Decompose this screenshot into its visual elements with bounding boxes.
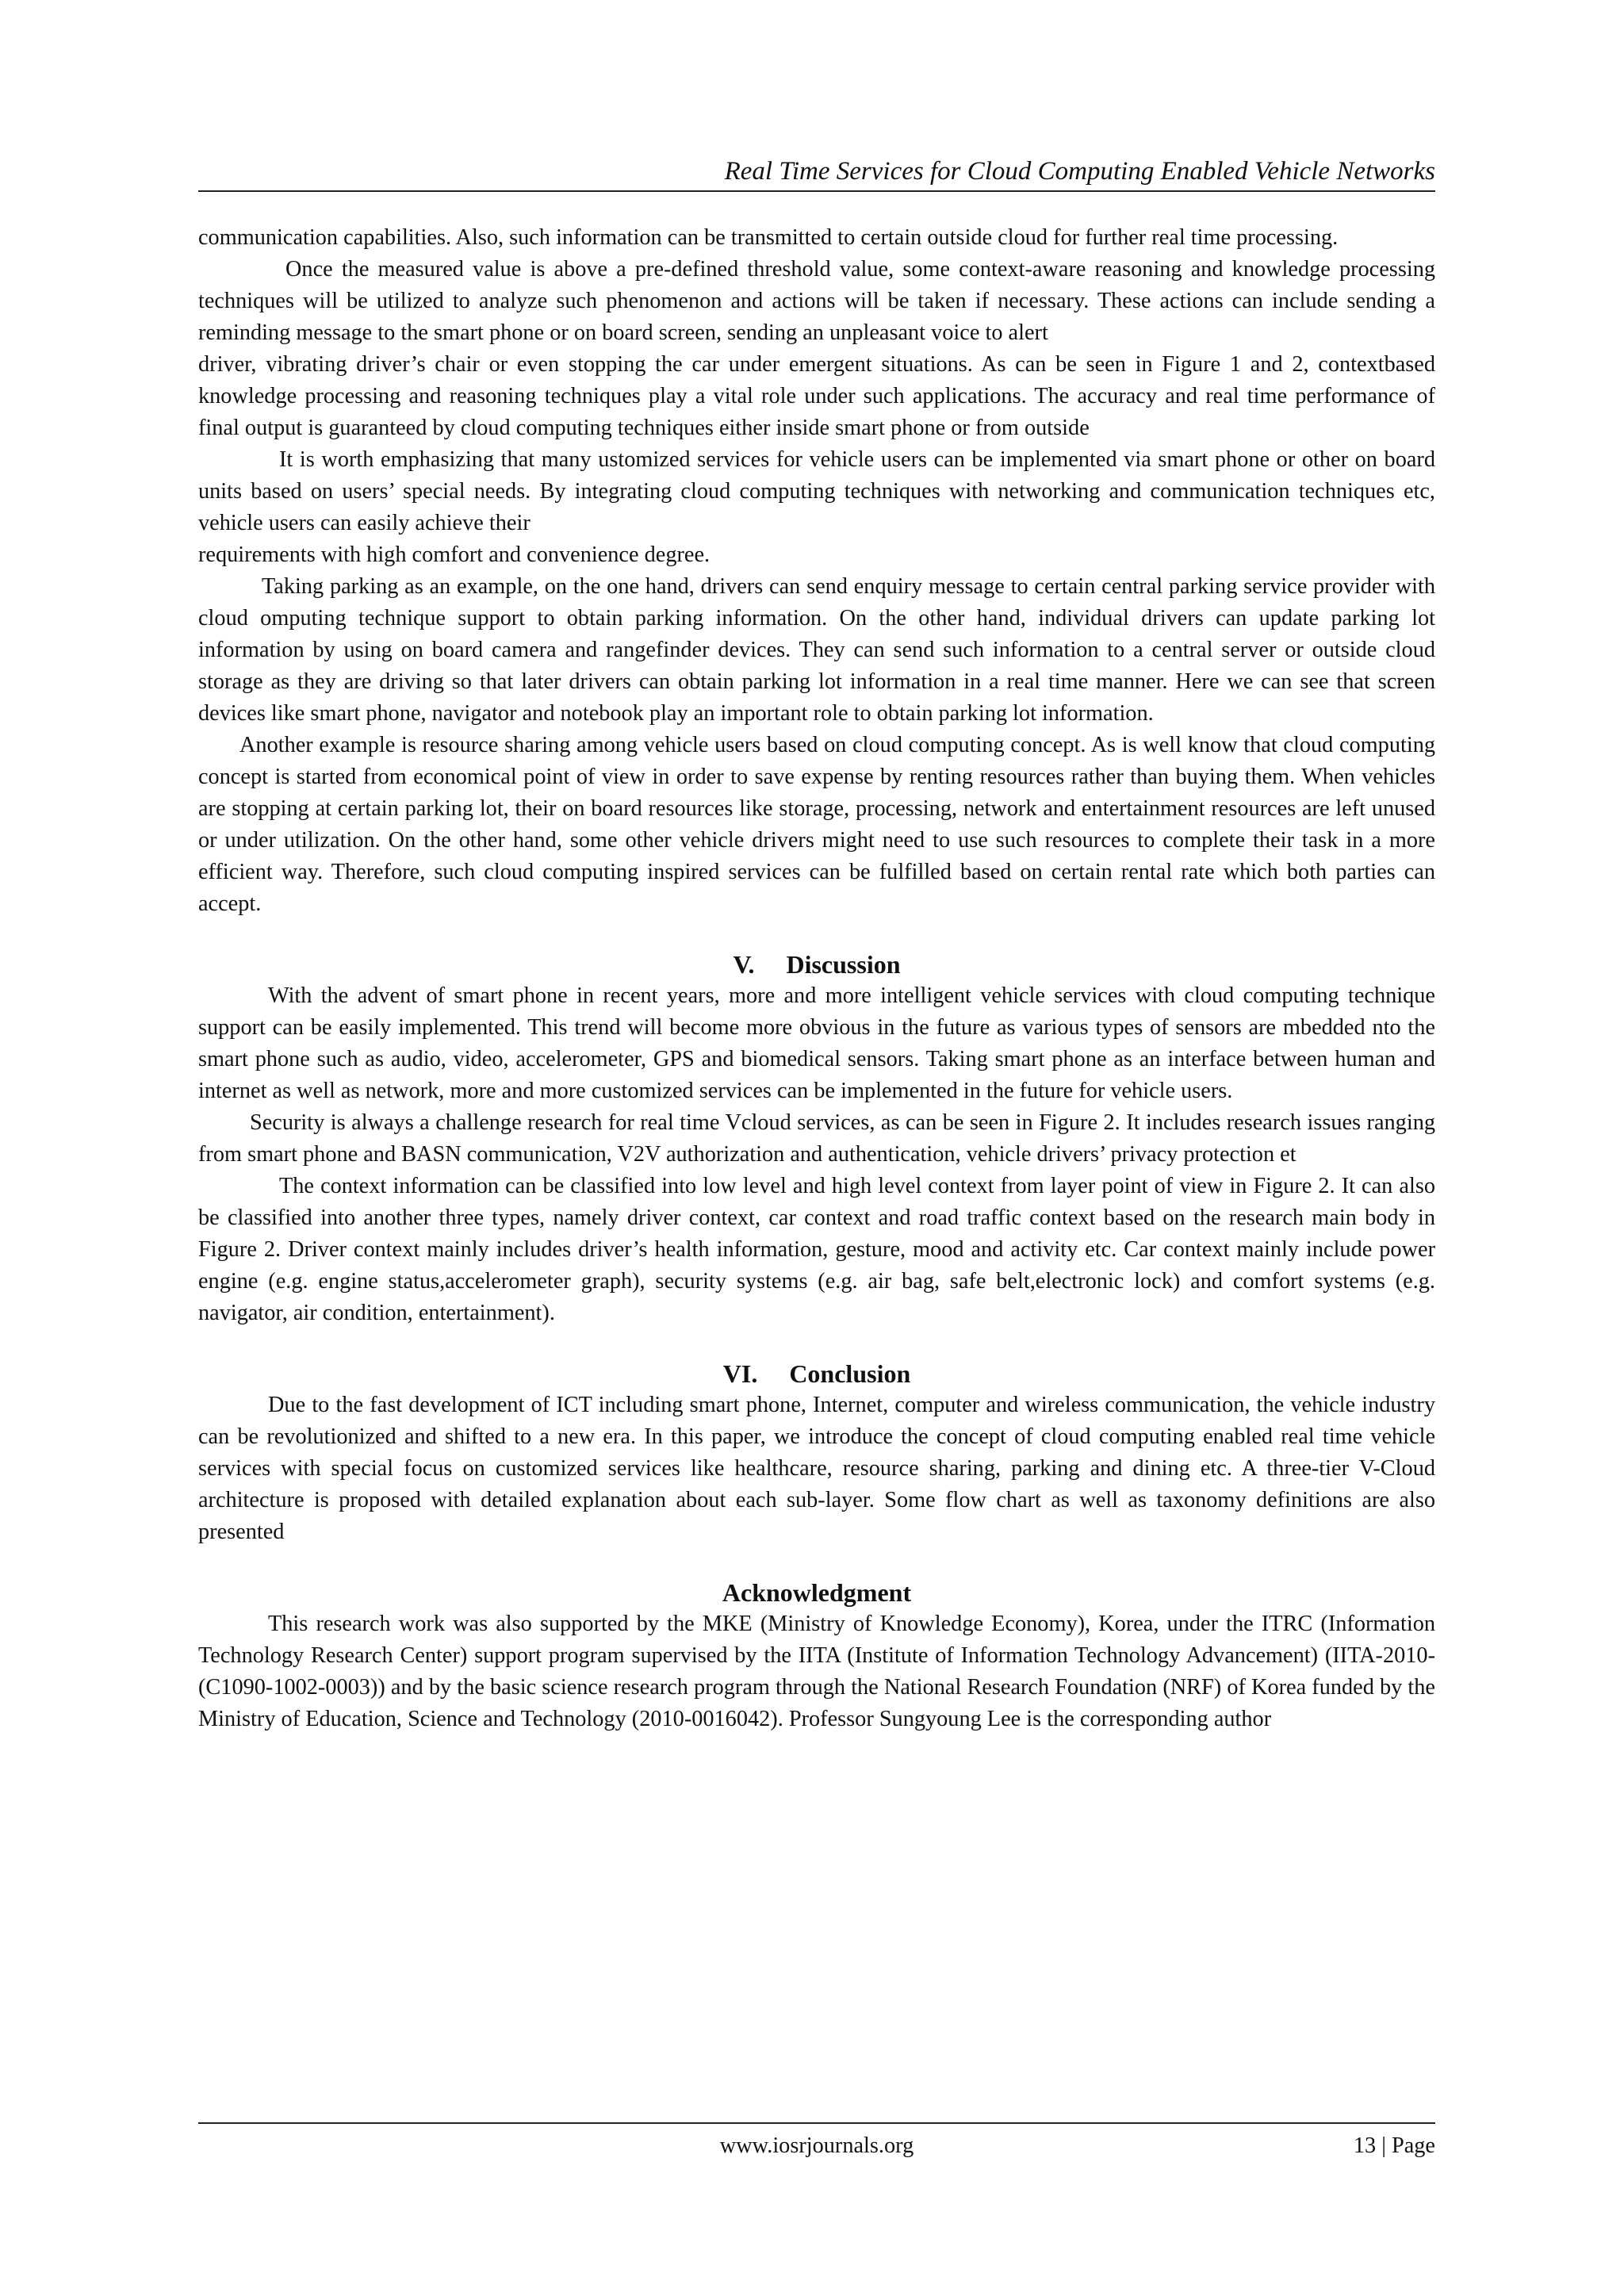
paragraph: Another example is resource sharing among vehicle users based on cloud computing concept. As is well know that cloud computing concept is started from economical point of view in order to save expense by renting resources rather than buying them. When vehicles are stopping at certain parking lot, their on board resources like storage, processing, network and entertainment resources are left unused or under utilization. On the other hand, some other vehicle drivers might need to use such resources to complete their task in a more efficient way. Therefore, such cloud computing inspired services can be fulfilled based on certain rental rate which both parties can accept. [198,733,1435,916]
page-number: 13 | Page [1353,2133,1435,2158]
section-heading-discussion [198,949,1435,980]
running-header: Real Time Services for Cloud Computing Enabled Vehicle Networks [198,155,1435,192]
paragraph: communication capabilities. Also, such information can be transmitted to certain outside cloud for further real time processing. [198,225,1339,250]
paragraph: It is worth emphasizing that many ustomized services for vehicle users can be implemented via smart phone or other on board units based on users’ special needs. By integrating cloud computing techniques with networking and communication techniques etc, vehicle users can easily achieve their [198,447,1435,535]
section-number: VI. [722,1359,758,1388]
section-title: Discussion [786,950,901,979]
section-title: Conclusion [789,1359,911,1388]
journal-website: www.iosrjournals.org [719,2133,914,2158]
paragraph: requirements with high comfort and convenience degree. [198,542,710,567]
paragraph: Security is always a challenge research for real time Vcloud services, as can be seen in Figure 2. It includes research issues ranging from smart phone and BASN communication, V2V authorization and authentication, vehicle drivers’ privacy protection et [198,1110,1435,1167]
section-title: Acknowledgment [722,1578,912,1607]
paragraph: Taking parking as an example, on the one hand, drivers can send enquiry message to certain central parking service provider with cloud omputing technique support to obtain parking information. On the other hand, individual drivers can update parking lot information by using on board camera and rangefinder devices. They can send such information to a central server or outside cloud storage as they are driving so that later drivers can obtain parking lot information in a real time manner. Here we can see that screen devices like smart phone, navigator and notebook play an important role to obtain parking lot information. [198,574,1435,726]
paragraph: This research work was also supported by the MKE (Ministry of Knowledge Economy), Korea, under the ITRC (Information Technology Research Center) support program supervised by the IITA (Institute of Information Technology Advancement) (IITA-2010-(C1090-1002-0003)) and by the basic science research program through the National Research Foundation (NRF) of Korea funded by the Ministry of Education, Science and Technology (2010-0016042). Professor Sungyoung Lee is the corresponding author [198,1612,1435,1731]
running-footer [198,2122,1435,2165]
body-text [198,222,1435,1735]
section-heading-acknowledgment [198,1577,1435,1608]
section-heading-conclusion [198,1358,1435,1389]
paragraph: driver, vibrating driver’s chair or even stopping the car under emergent situations. As can be seen in Figure 1 and 2, contextbased knowledge processing and reasoning techniques play a vital role under such applications. The accuracy and real time performance of final output is guaranteed by cloud computing techniques either inside smart phone or from outside [198,352,1435,440]
paragraph: Due to the fast development of ICT including smart phone, Internet, computer and wireless communication, the vehicle industry can be revolutionized and shifted to a new era. In this paper, we introduce the concept of cloud computing enabled real time vehicle services with special focus on customized services like healthcare, resource sharing, parking and dining etc. A three-tier V-Cloud architecture is proposed with detailed explanation about each sub-layer. Some flow chart as well as taxonomy definitions are also presented [198,1393,1435,1544]
section-number: V. [733,950,755,979]
paragraph: Once the measured value is above a pre-defined threshold value, some context-aware reasoning and knowledge processing techniques will be utilized to analyze such phenomenon and actions will be taken if necessary. These actions can include sending a reminding message to the smart phone or on board screen, sending an unpleasant voice to alert [198,257,1435,345]
paragraph: With the advent of smart phone in recent years, more and more intelligent vehicle services with cloud computing technique support can be easily implemented. This trend will become more obvious in the future as various types of sensors are mbedded nto the smart phone such as audio, video, accelerometer, GPS and biomedical sensors. Taking smart phone as an interface between human and internet as well as network, more and more customized services can be implemented in the future for vehicle users. [198,983,1435,1103]
paragraph: The context information can be classified into low level and high level context from layer point of view in Figure 2. It can also be classified into another three types, namely driver context, car context and road traffic context based on the research main body in Figure 2. Driver context mainly includes driver’s health information, gesture, mood and activity etc. Car context mainly include power engine (e.g. engine status,accelerometer graph), security systems (e.g. air bag, safe belt,electronic lock) and comfort systems (e.g. navigator, air condition, entertainment). [198,1174,1435,1325]
